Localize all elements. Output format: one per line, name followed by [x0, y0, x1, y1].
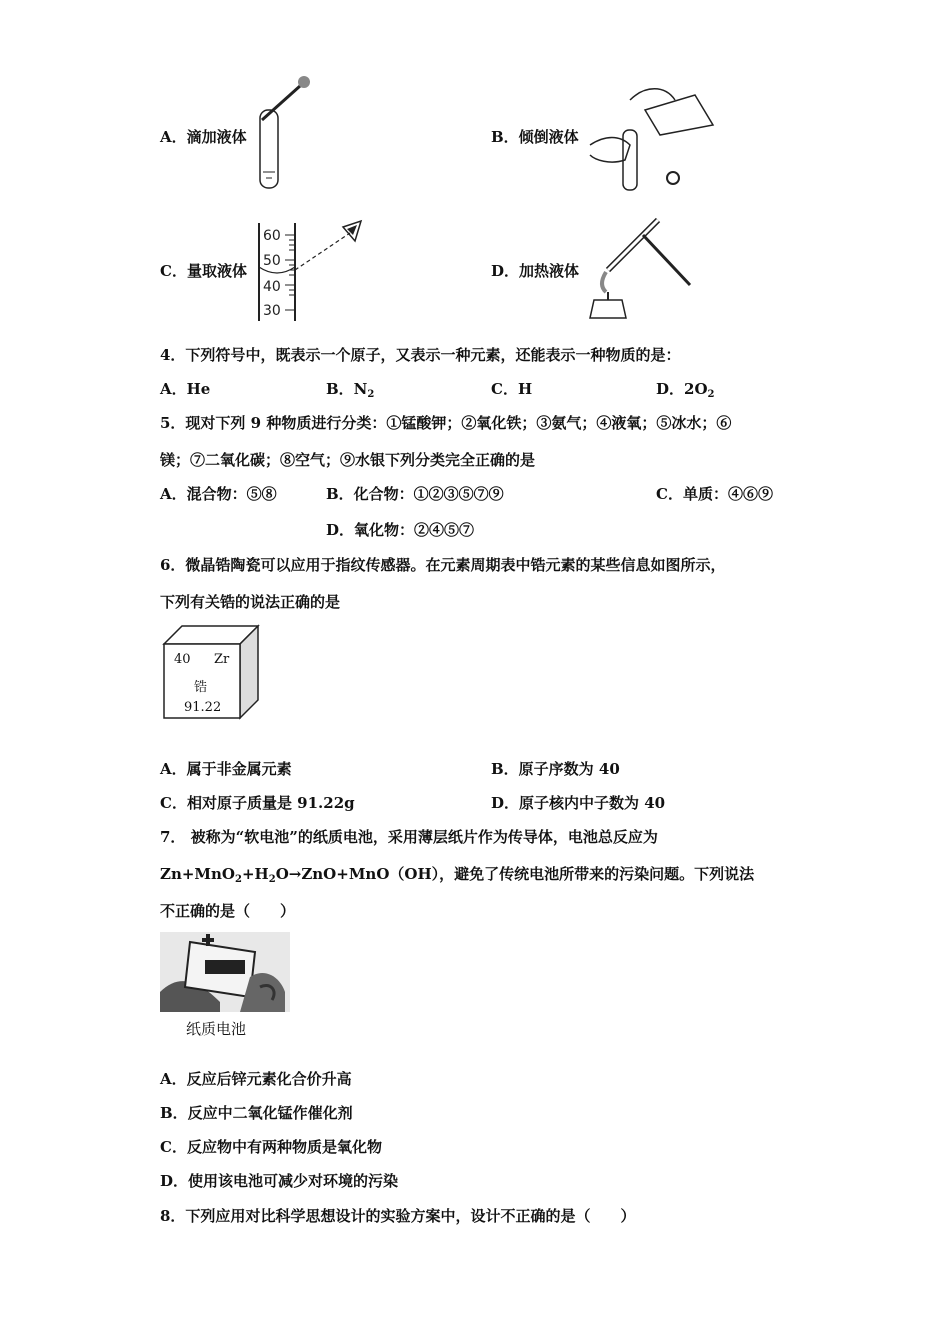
paper-battery-caption: 纸质电池: [186, 1020, 247, 1038]
q3-option-b: B．倾倒液体: [491, 128, 579, 146]
q7-option-d: D．使用该电池可减少对环境的污染: [160, 1172, 399, 1190]
q6-option-b: B．原子序数为 40: [491, 760, 620, 778]
q4-stem: 4．下列符号中，既表示一个原子，又表示一种元素，还能表示一种物质的是：: [160, 346, 681, 364]
q7-stem-line1: 7． 被称为“软电池”的纸质电池，采用薄层纸片作为传导体，电池总反应为: [160, 828, 658, 846]
element-name: 锆: [194, 680, 208, 695]
q7-stem-line3: 不正确的是（ ）: [160, 902, 296, 920]
q8-stem: 8．下列应用对比科学思想设计的实验方案中，设计不正确的是（ ）: [160, 1207, 636, 1225]
q6-option-a: A．属于非金属元素: [160, 760, 292, 778]
q5-stem-line1: 5．现对下列 9 种物质进行分类：①锰酸钾；②氧化铁；③氨气；④液氧；⑤冰水；⑥: [160, 414, 732, 432]
cylinder-mark-60: 60: [263, 228, 281, 244]
q3-option-c: C．量取液体: [160, 262, 247, 280]
q6-option-c: C．相对原子质量是 91.22g: [160, 794, 355, 812]
cylinder-mark-40: 40: [263, 279, 281, 295]
cylinder-mark-30: 30: [263, 303, 281, 319]
q7-stem-equation: $Zn+MnO_2+H_2O\to ZnO+MnO(OH)$，避免了传统电池所带来的污染问题。下列说法: [160, 865, 755, 885]
q7-option-b: B．反应中二氧化锰作催化剂: [160, 1104, 353, 1122]
q6-stem-line1: 6．微晶锆陶瓷可以应用于指纹传感器。在元素周期表中锆元素的某些信息如图所示，: [160, 556, 726, 574]
graduated-cylinder-figure: [255, 215, 370, 325]
element-atomic-mass: 91.22: [184, 700, 222, 715]
q4-option-c: C．H: [491, 380, 533, 398]
q6-stem-line2: 下列有关锆的说法正确的是: [160, 593, 341, 611]
q3-option-d: D．加热液体: [491, 262, 580, 280]
paper-battery-photo: [160, 932, 290, 1012]
dropper-test-tube-figure: [250, 72, 320, 197]
zirconium-element-card: [160, 622, 262, 722]
q7-option-c: C．反应物中有两种物质是氧化物: [160, 1138, 382, 1156]
q5-stem-line2: 镁；⑦二氧化碳；⑧空气；⑨水银下列分类完全正确的是: [160, 451, 536, 469]
q5-option-a: A．混合物：⑤⑧: [160, 485, 277, 503]
q6-option-d: D．原子核内中子数为 40: [491, 794, 666, 812]
q5-option-c: C．单质：④⑥⑨: [656, 485, 773, 503]
q3-option-a: A．滴加液体: [160, 128, 247, 146]
pouring-liquid-figure: [585, 80, 720, 195]
element-symbol: Zr: [214, 652, 230, 667]
heating-liquid-figure: [588, 210, 698, 325]
q4-option-a: A．He: [160, 380, 211, 398]
q4-option-d: D．$2O_2$: [656, 380, 715, 400]
q5-option-b: B．化合物：①②③⑤⑦⑨: [326, 485, 504, 503]
cylinder-mark-50: 50: [263, 253, 281, 269]
q7-option-a: A．反应后锌元素化合价升高: [160, 1070, 352, 1088]
q5-option-d: D．氧化物：②④⑤⑦: [326, 521, 475, 539]
element-atomic-number: 40: [174, 652, 191, 667]
q4-option-b: B．$N_2$: [326, 380, 375, 400]
